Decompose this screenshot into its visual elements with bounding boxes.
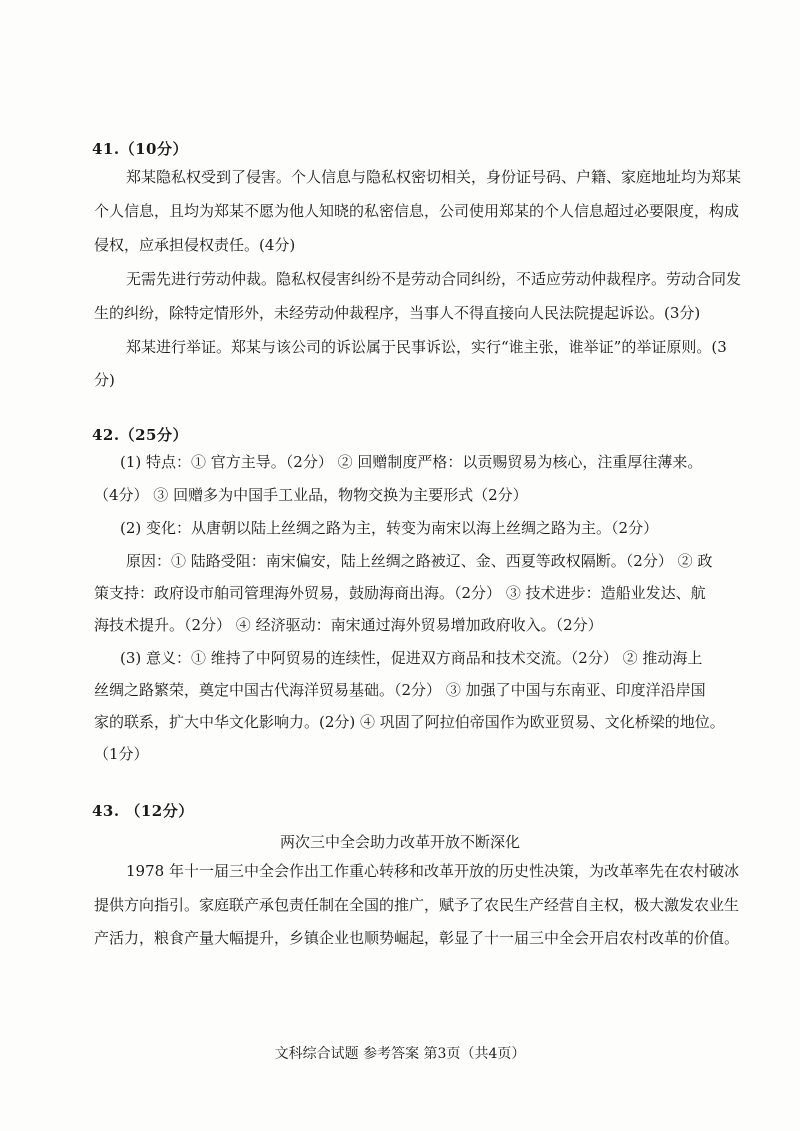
q43-line: 产活力，粮食产量大幅提升，乡镇企业也顺势崛起，彰显了十一届三中全会开启农村改革的价值。 xyxy=(94,929,740,947)
q42-line: （4分） ③ 回赠多为中国手工业品，物物交换为主要形式（2分） xyxy=(94,486,528,504)
q41-line: 侵权，应承担侵权责任。(4分) xyxy=(94,236,296,254)
q43-line: 1978 年十一届三中全会作出工作重心转移和改革开放的历史性决策，为改革率先在农村破冰 xyxy=(126,862,739,880)
q42-line: 策支持：政府设市舶司管理海外贸易，鼓励海商出海。（2分） ③ 技术进步：造船业发达、航 xyxy=(94,584,706,602)
q43-title: 两次三中全会助力改革开放不断深化 xyxy=(279,833,520,851)
q42-line: 原因：① 陆路受阻：南宋偏安，陆上丝绸之路被辽、金、西夏等政权隔断。（2分） ② 政 xyxy=(126,552,713,570)
q41-line: 生的纠纷，除特定情形外，未经劳动仲裁程序，当事人不得直接向人民法院提起诉讼。(3分) xyxy=(94,304,701,322)
page-footer: 文科综合试题 参考答案 第3页（共4页） xyxy=(274,1046,526,1062)
q42-line: (2) 变化：从唐朝以陆上丝绸之路为主，转变为南宋以海上丝绸之路为主。（2分） xyxy=(120,519,659,537)
q41-line: 分) xyxy=(94,371,115,389)
q42-line: 丝绸之路繁荣，奠定中国古代海洋贸易基础。（2分） ③ 加强了中国与东南亚、印度洋沿岸国 xyxy=(94,681,706,699)
q42-line: 海技术提升。（2分） ④ 经济驱动：南宋通过海外贸易增加政府收入。（2分） xyxy=(94,616,603,634)
q41-line: 郑某隐私权受到了侵害。个人信息与隐私权密切相关，身份证号码、户籍、家庭地址均为郑某 xyxy=(126,168,742,186)
q42-line: （1分） xyxy=(94,745,149,763)
q42-line: (1) 特点：① 官方主导。（2分） ② 回赠制度严格：以贡赐贸易为核心，注重厚往薄来。 xyxy=(120,453,703,471)
q41-line: 无需先进行劳动仲裁。隐私权侵害纠纷不是劳动合同纠纷，不适应劳动仲裁程序。劳动合同发 xyxy=(126,270,742,288)
q43-heading: 43. （12分） xyxy=(92,802,194,820)
q41-line: 个人信息，且均为郑某不愿为他人知晓的私密信息，公司使用郑某的个人信息超过必要限度，构成 xyxy=(94,202,740,220)
q42-heading: 42.（25分） xyxy=(92,426,188,444)
q42-line: (3) 意义：① 维持了中阿贸易的连续性，促进双方商品和技术交流。（2分） ② 推动海上 xyxy=(120,649,703,667)
q41-line: 郑某进行举证。郑某与该公司的诉讼属于民事诉讼，实行“谁主张，谁举证”的举证原则。(3 xyxy=(126,338,727,356)
q42-line: 家的联系，扩大中华文化影响力。(2分) ④ 巩固了阿拉伯帝国作为欧亚贸易、文化桥梁的地位。 xyxy=(94,713,725,731)
q43-line: 提供方向指引。家庭联产承包责任制在全国的推广，赋予了农民生产经营自主权，极大激发农业生 xyxy=(94,896,740,914)
q41-heading: 41.（10分） xyxy=(92,140,188,158)
